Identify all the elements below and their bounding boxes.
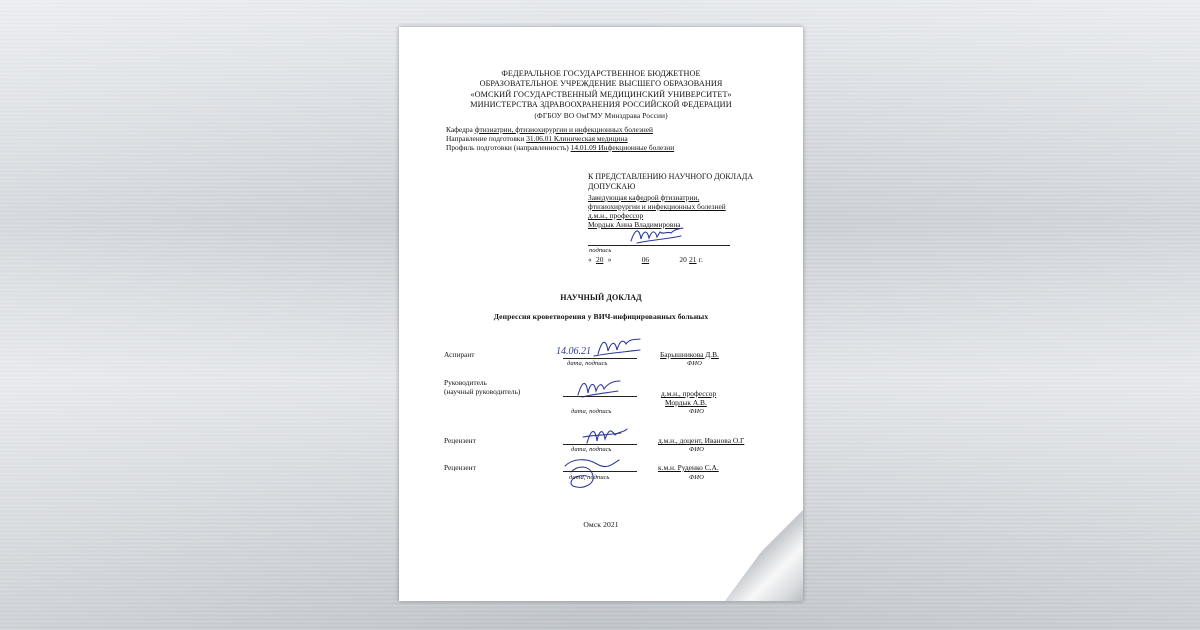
reviewer-1-label: Рецензент — [444, 436, 476, 445]
supervisor-signature — [574, 375, 624, 401]
direction-row — [446, 134, 628, 143]
aspirant-handwritten-date: 14.06.21 — [556, 346, 591, 357]
department-value: фтизиатрии, фтизиохирургии и инфекционных болезней — [474, 125, 653, 134]
aspirant-name: Барышникова Д.В. — [660, 350, 719, 359]
reviewer-2-fio-caption: ФИО — [689, 474, 704, 481]
department-row — [446, 125, 653, 134]
profile-row — [446, 143, 674, 152]
supervisor-date-caption: дата, подпись — [571, 408, 612, 415]
reviewer-2-date-caption: дата, подпись — [569, 474, 610, 481]
approval-degree: д.м.н., профессор — [588, 211, 644, 220]
header-line-1: ФЕДЕРАЛЬНОЕ ГОСУДАРСТВЕННОЕ БЮДЖЕТНОЕ — [501, 69, 701, 78]
direction-label: Направление подготовки — [446, 134, 525, 143]
head-signature-caption: подпись — [589, 247, 612, 254]
reviewer-1-name: д.м.н., доцент, Иванова О.Г — [658, 436, 745, 445]
head-signature — [627, 223, 687, 247]
approval-date-year-prefix: 20 — [679, 255, 687, 264]
document-page — [399, 27, 803, 601]
report-topic: Депрессия кроветворения у ВИЧ-инфицированных больных — [493, 312, 709, 321]
approval-date-month: 06 — [641, 255, 650, 264]
approval-date-year-end: г. — [698, 255, 703, 264]
reviewer-1-fio-caption: ФИО — [689, 446, 704, 453]
profile-value: 14.01.09 Инфекционные болезни — [570, 143, 675, 152]
aspirant-fio-caption: ФИО — [687, 360, 702, 367]
profile-label: Профиль подготовки (направленность) — [446, 143, 569, 152]
reviewer-2-sign-line — [563, 471, 637, 472]
supervisor-fio-caption: ФИО — [689, 408, 704, 415]
aspirant-date-caption: дата, подпись — [567, 360, 608, 367]
institution-header — [399, 69, 803, 121]
approval-line-2: ДОПУСКАЮ — [588, 182, 636, 191]
approval-date-year-suffix: 21 — [689, 255, 697, 264]
approval-head-line-2: фтизиохирургии и инфекционных болезней — [588, 202, 726, 211]
page-curl — [725, 495, 803, 601]
department-label: Кафедра — [446, 125, 473, 134]
report-heading: НАУЧНЫЙ ДОКЛАД — [560, 293, 642, 302]
supervisor-label-2: (научный руководитель) — [444, 387, 521, 396]
approval-date: « 20 » 06 20 21 г. — [588, 255, 703, 264]
approval-date-day: 20 — [596, 255, 604, 264]
reviewer-2-name: к.м.н. Руденко С.А. — [658, 463, 719, 472]
supervisor-name: Мордык А.В. — [665, 398, 707, 407]
supervisor-degree: д.м.н., профессор — [661, 389, 717, 398]
direction-value: 31.06.01 Клиническая медицина — [526, 134, 628, 143]
approval-name: Мордык Анна Владимировна — [588, 220, 681, 229]
approval-head-line-1: Заведующая кафедрой фтизиатрии, — [588, 193, 700, 202]
supervisor-sign-line — [563, 396, 637, 397]
reviewer-2-label: Рецензент — [444, 463, 476, 472]
header-line-3: «ОМСКИЙ ГОСУДАРСТВЕННЫЙ МЕДИЦИНСКИЙ УНИВЕРСИТЕТ» — [470, 89, 732, 99]
header-line-4: МИНИСТЕРСТВА ЗДРАВООХРАНЕНИЯ РОССИЙСКОЙ ФЕДЕРАЦИИ — [470, 100, 732, 110]
reviewer-1-date-caption: дата, подпись — [571, 446, 612, 453]
header-line-2: ОБРАЗОВАТЕЛЬНОЕ УЧРЕЖДЕНИЕ ВЫСШЕГО ОБРАЗОВАНИЯ — [479, 79, 723, 89]
header-line-5: (ФГБОУ ВО ОмГМУ Минздрава России) — [534, 110, 668, 120]
footer-city-year: Омск 2021 — [583, 520, 619, 529]
supervisor-label-1: Руководитель — [444, 378, 487, 387]
aspirant-label: Аспирант — [444, 350, 475, 359]
approval-line-1: К ПРЕДСТАВЛЕНИЮ НАУЧНОГО ДОКЛАДА — [588, 172, 754, 181]
